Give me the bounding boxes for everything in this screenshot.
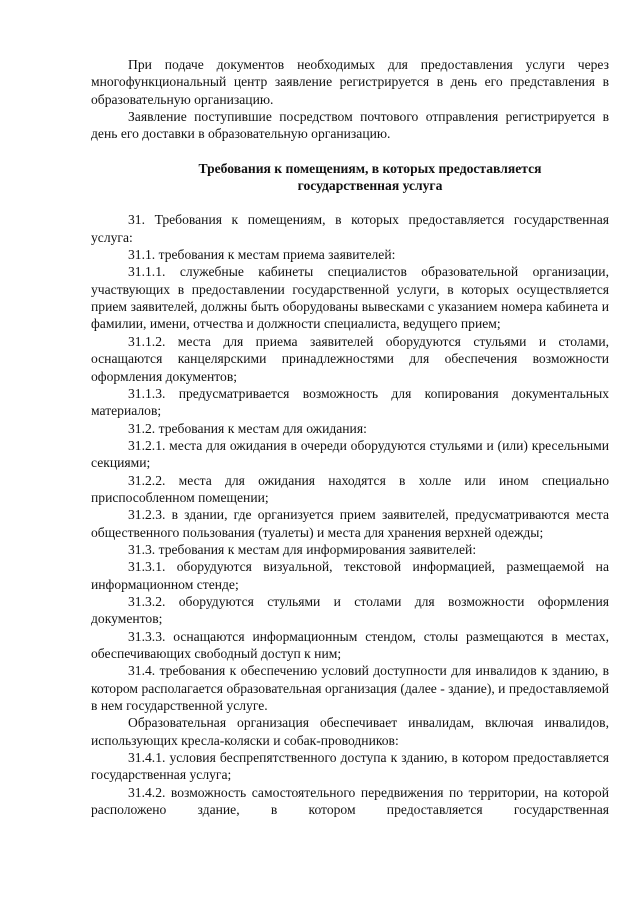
section-heading-line-2: государственная услуга: [297, 178, 443, 194]
paragraph-31-1: 31.1. требования к местам приема заявителей:: [128, 247, 396, 263]
section-heading: [91, 160, 609, 195]
paragraph-31-1-2: 31.1.2. места для приема заявителей оборудуются стульями и столами, оснащаются канцелярскими принадлежностями для обеспечения возможности оформления документов;: [91, 333, 609, 384]
paragraph-31-4-1: 31.4.1. условия беспрепятственного доступа к зданию, в котором предоставляется государственная услуга;: [91, 750, 609, 783]
paragraph-accessibility: Образовательная организация обеспечивает инвалидам, включая инвалидов, использующих кресла-коляски и собак-проводников:: [91, 715, 609, 748]
paragraph-31-4-2: 31.4.2. возможность самостоятельного передвижения по территории, на которой расположено здание, в котором предоставляется государственная: [91, 784, 609, 818]
paragraph-31-3-3: 31.3.3. оснащаются информационным стендом, столы размещаются в местах, обеспечивающих свободный доступ к ним;: [91, 628, 609, 661]
paragraph-31-1-3: 31.1.3. предусматривается возможность для копирования документальных материалов;: [91, 385, 609, 419]
paragraph-31-2-1: 31.2.1. места для ожидания в очереди оборудуются стульями и (или) кресельными секциями;: [91, 437, 609, 471]
paragraph-31-1-1: 31.1.1. служебные кабинеты специалистов образовательной организации, участвующих в предоставлении государственной услуги, в которых осуществляется прием заявителей, должны быть оборудованы вывесками с указанием номера кабинета и фамилии, имени, отчества и должности специалиста, ведущего прием;: [91, 264, 609, 332]
paragraph-31-2-3: 31.2.3. в здании, где организуется прием заявителей, предусматриваются места общественного пользования (туалеты) и места для хранения верхней одежды;: [91, 507, 609, 540]
paragraph-31-3-2: 31.3.2. оборудуются стульями и столами для возможности оформления документов;: [91, 593, 609, 627]
paragraph-31-2-2: 31.2.2. места для ожидания находятся в холле или ином специально приспособленном помещении;: [91, 472, 609, 505]
paragraph-31-3: 31.3. требования к местам для информирования заявителей:: [128, 541, 477, 557]
paragraph-31: 31. Требования к помещениям, в которых предоставляется государственная услуга:: [91, 212, 609, 245]
paragraph-intro-2: Заявление поступившие посредством почтового отправления регистрируется в день его доставки в образовательную организацию.: [91, 109, 609, 142]
paragraph-31-2: 31.2. требования к местам для ожидания:: [128, 420, 367, 436]
paragraph-31-3-1: 31.3.1. оборудуются визуальной, текстовой информацией, размещаемой на информационном стенде;: [91, 559, 609, 592]
section-heading-line-1: Требования к помещениям, в которых предоставляется: [198, 160, 542, 176]
paragraph-intro-1: При подаче документов необходимых для предоставления услуги через многофункциональный центр заявление регистрируется в день его представления в образовательную организацию.: [91, 57, 609, 107]
document-page: [91, 56, 609, 818]
paragraph-31-4: 31.4. требования к обеспечению условий доступности для инвалидов к зданию, в котором располагается образовательная организация (далее - здание), и предоставляемой в нем государственной услуге.: [91, 663, 609, 714]
